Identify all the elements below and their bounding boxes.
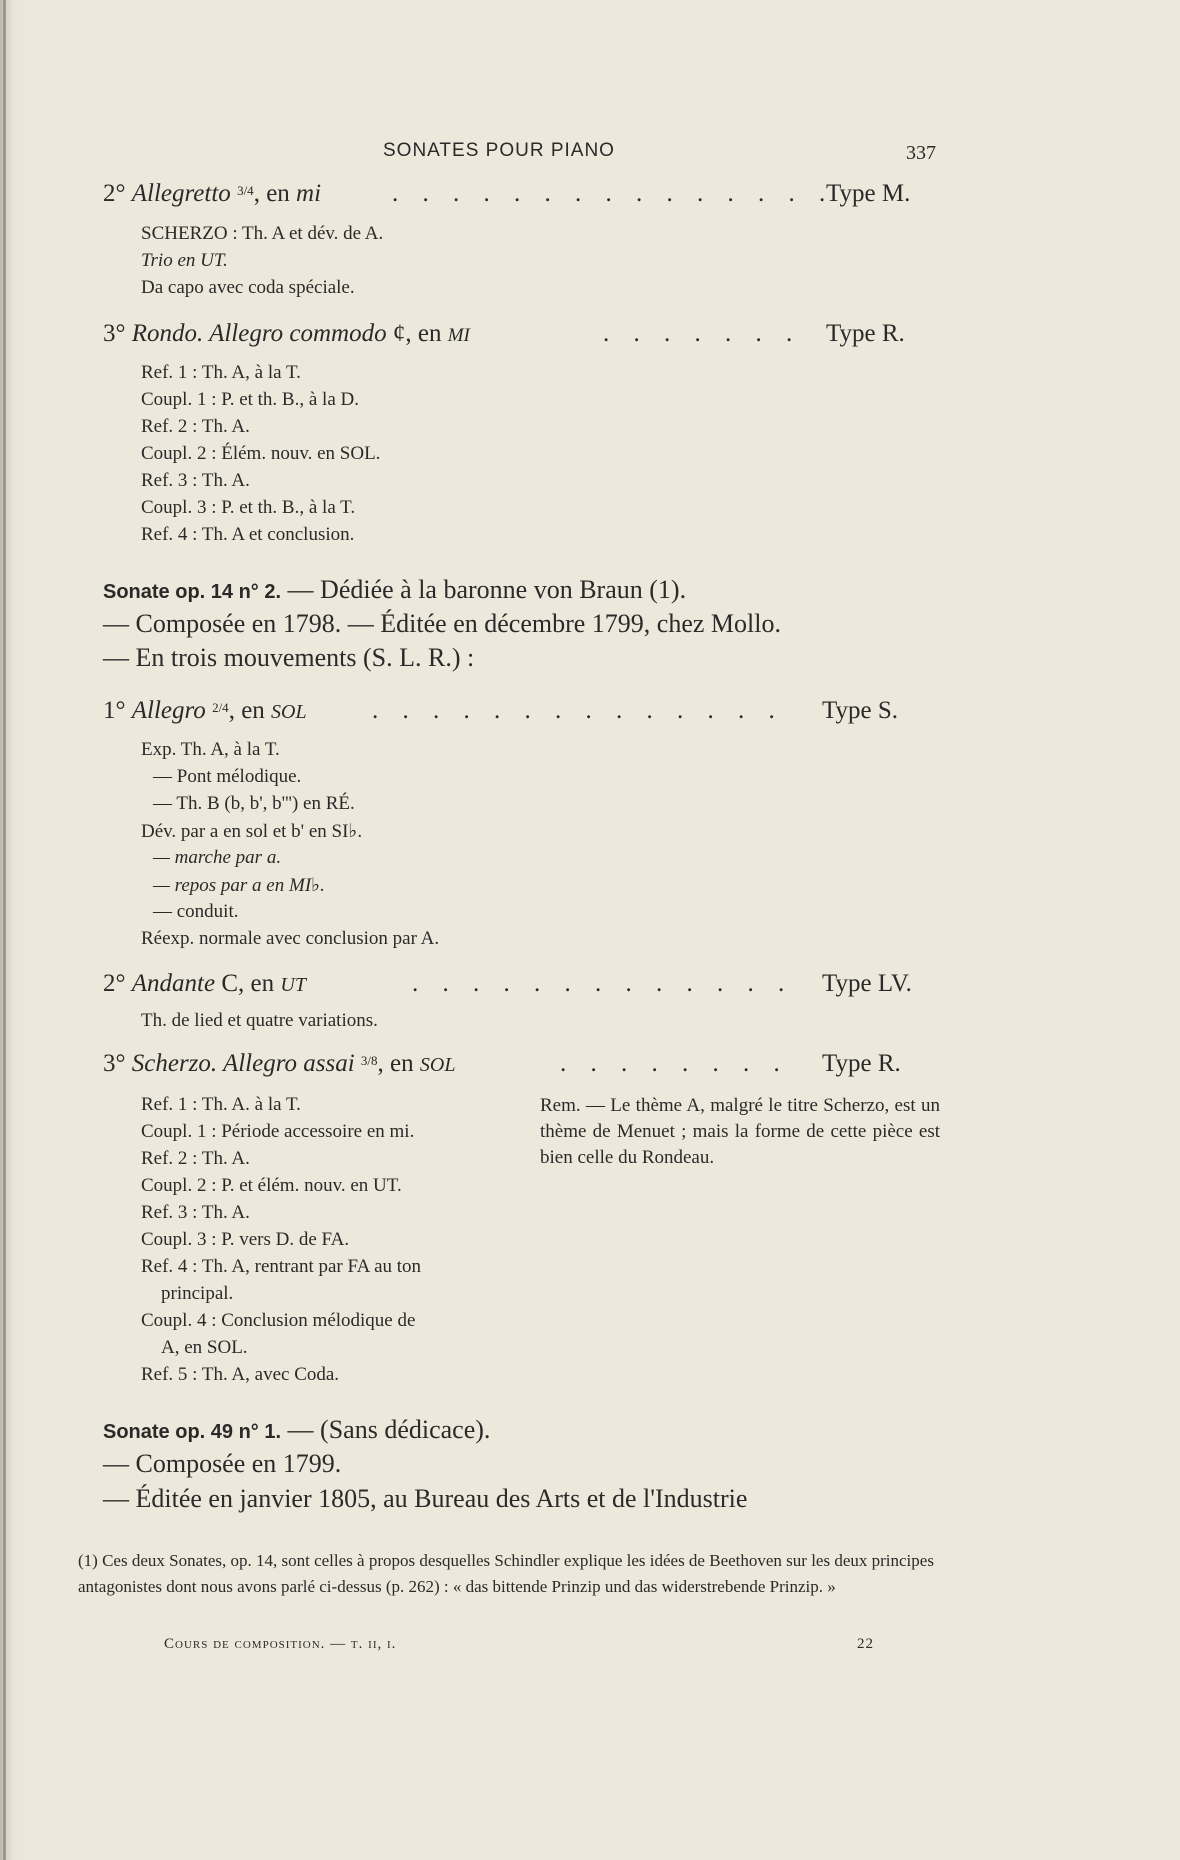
- analysis-line: Coupl. 4 : Conclusion mélodique de: [141, 1310, 416, 1331]
- movement-tempo: Andante: [131, 970, 216, 997]
- remark-note: Rem. — Le thème A, malgré le titre Scherzo, est un thème de Menuet ; mais la forme de cette pièce est bien celle du Rondeau.: [540, 1095, 940, 1168]
- footnote: (1) Ces deux Sonates, op. 14, sont celles à propos desquelles Schindler explique les idées de Beethoven sur les deux principes antagonistes dont nous avons parlé ci-dessus (p. 262) : « das bittende Prinzip und das widerstrebende Prinzip. »: [78, 1551, 934, 1596]
- movement-allegretto: [103, 180, 321, 208]
- analysis-line: Dév. par a en sol et b' en SI♭.: [141, 821, 363, 842]
- analysis-line: Ref. 2 : Th. A.: [141, 416, 250, 437]
- analysis-line: Th. de lied et quatre variations.: [141, 1010, 378, 1031]
- movement-key-text: , en: [253, 180, 297, 207]
- movement-type: Type LV.: [822, 970, 912, 997]
- movement-number: 2°: [103, 180, 126, 207]
- sonata-edited: — Éditée en janvier 1805, au Bureau des Arts et de l'Industrie: [103, 1484, 748, 1513]
- signature-mark: 22: [857, 1636, 874, 1652]
- analysis-line: SCHERZO : Th. A et dév. de A.: [141, 223, 384, 244]
- sonata-movements: — En trois mouvements (S. L. R.) :: [103, 643, 475, 672]
- movement-key: mi: [296, 180, 322, 207]
- analysis-line: Coupl. 3 : P. et th. B., à la T.: [141, 497, 356, 518]
- movement-meter: 3/4: [237, 183, 254, 198]
- analysis-line: Ref. 3 : Th. A.: [141, 1202, 250, 1223]
- leader-dots: . . . . . . .: [603, 320, 802, 347]
- analysis-line: Coupl. 1 : Période accessoire en mi.: [141, 1121, 415, 1142]
- movement-meter: C: [221, 970, 239, 997]
- leader-dots: . . . . . . . . . . . . .: [412, 970, 794, 997]
- movement-key: SOL: [271, 701, 307, 723]
- movement-type: Type R.: [822, 1050, 901, 1077]
- movement-key: SOL: [419, 1054, 456, 1076]
- analysis-line: Réexp. normale avec conclusion par A.: [141, 928, 440, 949]
- leader-dots: . . . . . . . .: [560, 1050, 789, 1077]
- leader-dots: . . . . . . . . . . . . . .: [372, 697, 784, 724]
- movement-number: 3°: [103, 320, 126, 347]
- sonata-composed: — Composée en 1798. — Éditée en décembre 1799, chez Mollo.: [103, 609, 781, 638]
- analysis-line: Ref. 2 : Th. A.: [141, 1148, 250, 1169]
- analysis-line: — conduit.: [153, 901, 239, 922]
- movement-tempo: Allegro: [131, 697, 206, 724]
- analysis-line: — Pont mélodique.: [153, 766, 302, 787]
- movement-number: 3°: [103, 1050, 126, 1077]
- analysis-line: Exp. Th. A, à la T.: [141, 739, 280, 760]
- analysis-line: — repos par a en MI♭.: [153, 875, 325, 896]
- movement-rondo: [103, 320, 470, 348]
- movement-number: 1°: [103, 697, 126, 724]
- analysis-line: Coupl. 2 : P. et élém. nouv. en UT.: [141, 1175, 402, 1196]
- movement-tempo: Rondo. Allegro commodo: [131, 320, 387, 347]
- page-number: 337: [906, 142, 936, 164]
- sonata-49-heading: [103, 1415, 490, 1445]
- sonata-14-heading: [103, 575, 686, 605]
- movement-key-text: , en: [377, 1050, 420, 1077]
- movement-number: 2°: [103, 970, 126, 997]
- movement-type: Type S.: [822, 697, 899, 724]
- sonata-composed: — Composée en 1799.: [103, 1449, 342, 1478]
- movement-tempo: Scherzo. Allegro assai: [131, 1050, 355, 1077]
- movement-meter: 3/8: [360, 1053, 378, 1068]
- movement-tempo: Allegretto: [131, 180, 231, 207]
- analysis-line: Coupl. 2 : Élém. nouv. en SOL.: [141, 443, 381, 464]
- sonata-title: Sonate op. 14 n° 2.: [103, 581, 282, 603]
- sonata-dedication: — Dédiée à la baronne von Braun (1).: [287, 575, 687, 604]
- analysis-line: Trio en UT.: [141, 250, 228, 271]
- analysis-line: A, en SOL.: [161, 1337, 248, 1358]
- movement-meter: ¢: [392, 320, 406, 347]
- analysis-line: — marche par a.: [153, 847, 282, 868]
- analysis-line: Ref. 5 : Th. A, avec Coda.: [141, 1364, 340, 1385]
- movement-key: UT: [280, 974, 306, 996]
- analysis-line: Ref. 4 : Th. A, rentrant par FA au ton: [141, 1256, 422, 1277]
- analysis-line: Ref. 1 : Th. A. à la T.: [141, 1094, 301, 1115]
- footer-title: Cours de composition. — t. ii, i.: [164, 1636, 397, 1652]
- analysis-line: Ref. 3 : Th. A.: [141, 470, 250, 491]
- leader-dots: . . . . . . . . . . . . . . .: [392, 180, 835, 207]
- movement-type: Type M.: [826, 180, 911, 207]
- movement-allegro: [103, 697, 307, 725]
- sonata-dedication: — (Sans dédicace).: [287, 1415, 491, 1444]
- movement-key-text: , en: [238, 970, 281, 997]
- analysis-line: Ref. 1 : Th. A, à la T.: [141, 362, 301, 383]
- movement-type: Type R.: [826, 320, 905, 347]
- running-head: SONATES POUR PIANO: [383, 140, 615, 161]
- movement-scherzo: [103, 1050, 455, 1078]
- analysis-line: principal.: [161, 1283, 234, 1304]
- movement-key: MI: [447, 325, 470, 346]
- analysis-line: Coupl. 3 : P. vers D. de FA.: [141, 1229, 350, 1250]
- sonata-title: Sonate op. 49 n° 1.: [103, 1421, 282, 1443]
- movement-key-text: , en: [228, 697, 272, 724]
- movement-meter: 2/4: [212, 700, 229, 715]
- movement-andante: [103, 970, 306, 998]
- movement-key-text: , en: [405, 320, 448, 347]
- analysis-line: Coupl. 1 : P. et th. B., à la D.: [141, 389, 359, 410]
- analysis-line: Da capo avec coda spéciale.: [141, 277, 355, 298]
- analysis-line: Ref. 4 : Th. A et conclusion.: [141, 524, 355, 545]
- analysis-line: — Th. B (b, b', b''') en RÉ.: [153, 793, 355, 814]
- page-edge-shadow: [3, 0, 6, 1860]
